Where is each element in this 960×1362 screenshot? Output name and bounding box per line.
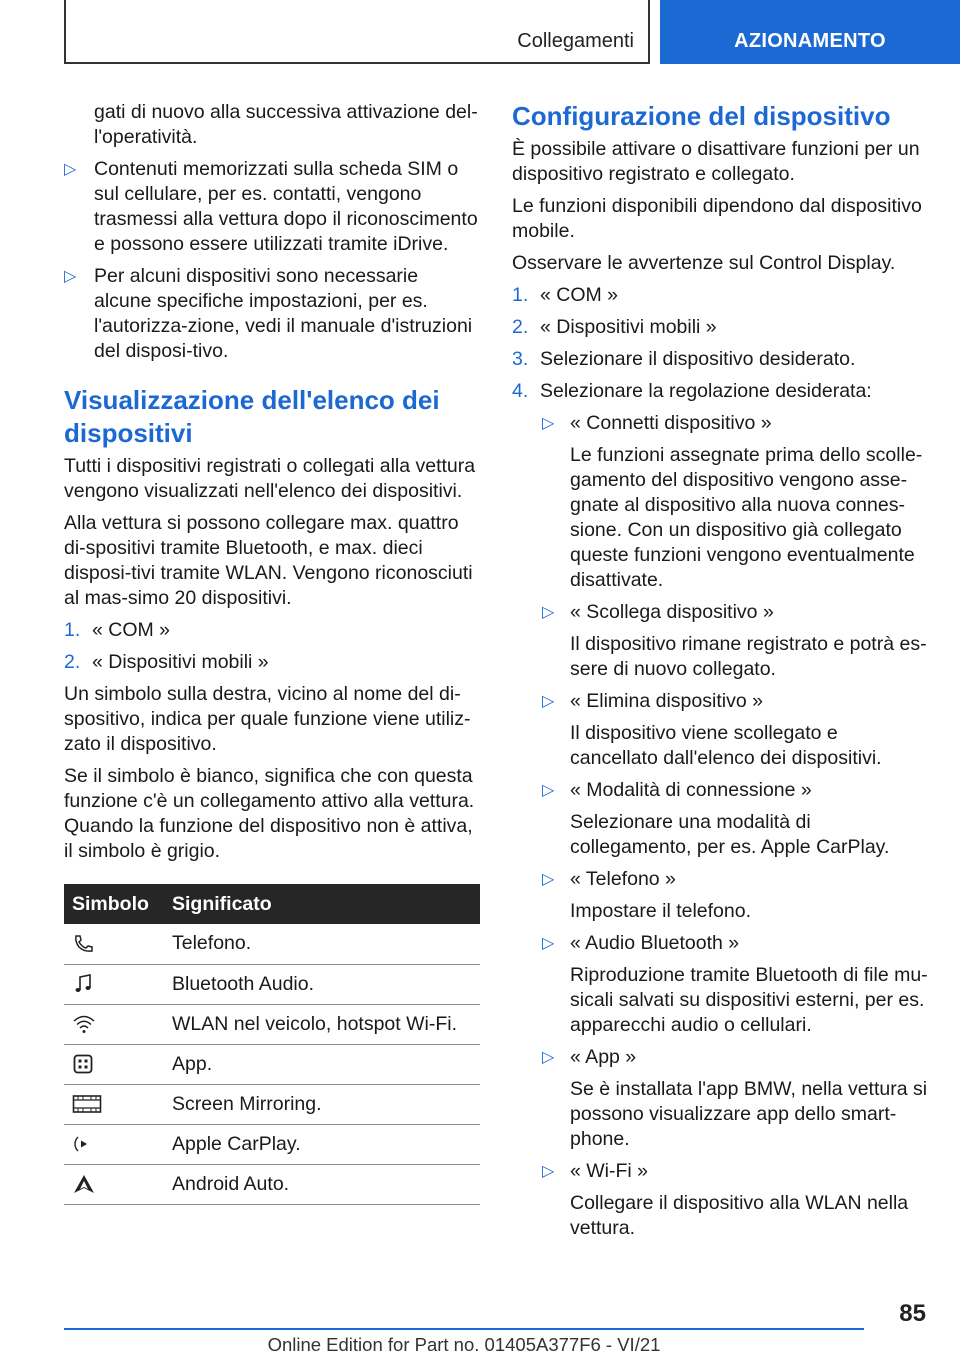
table-row	[64, 1124, 480, 1164]
option-description: Il dispositivo viene scollegato e cancellato dall'elenco dei dispositivi.	[570, 722, 882, 769]
step-text: « COM »	[540, 284, 619, 306]
step-number: 4.	[512, 380, 529, 402]
option-label: « Scollega dispositivo »	[570, 601, 774, 623]
option-description: Il dispositivo rimane registrato e potrà es-sere di nuovo collegato.	[570, 633, 927, 680]
table-cell-meaning: App.	[164, 1044, 480, 1084]
step-number: 3.	[512, 348, 529, 370]
triangle-bullet-icon: ▷	[542, 782, 555, 799]
table-cell-meaning: WLAN nel veicolo, hotspot Wi-Fi.	[164, 1004, 480, 1044]
table-row	[64, 964, 480, 1004]
option-item	[512, 411, 930, 436]
footer-divider	[64, 1328, 864, 1330]
option-label: « App »	[570, 1046, 637, 1068]
option-item	[512, 1045, 930, 1070]
triangle-bullet-icon: ▷	[542, 693, 555, 710]
table-row	[64, 1084, 480, 1124]
paragraph: Un simbolo sulla destra, vicino al nome del di-spositivo, indica per quale funzione viene utiliz-zato il dispositivo.	[64, 683, 471, 755]
header-section-title: Collegamenti	[517, 30, 634, 52]
triangle-bullet-icon: ▷	[542, 935, 555, 952]
bullet-item	[64, 157, 480, 257]
bullet-text: Per alcuni dispositivi sono necessarie alcune specifiche impostazioni, per es. l'autorizza-zione, vedi il manuale d'istruzioni del disposi-tivo.	[94, 265, 473, 362]
table-header-meaning: Significato	[164, 884, 480, 924]
paragraph: Tutti i dispositivi registrati o collegati alla vettura vengono visualizzati nell'elenco dei dispositivi.	[64, 455, 476, 502]
numbered-step	[64, 618, 480, 643]
triangle-bullet-icon: ▷	[542, 1163, 555, 1180]
option-item	[512, 867, 930, 892]
phone-icon	[72, 933, 94, 955]
page-number: 85	[899, 1300, 926, 1327]
option-description: Selezionare una modalità di collegamento, per es. Apple CarPlay.	[570, 811, 890, 858]
option-item	[512, 600, 930, 625]
option-description: Collegare il dispositivo alla WLAN nella vettura.	[570, 1192, 909, 1239]
option-description: Le funzioni assegnate prima dello scolle-gamento del dispositivo vengono asse-gnate al dispositivo alla nuova connes-sione. Con un dispositivo già collegato queste funzioni vengono eventualmente disattivate.	[570, 444, 923, 591]
paragraph: Alla vettura si possono collegare max. quattro di-spositivi tramite Bluetooth, e max. dieci disposi-tivi tramite WLAN. Vengono riconosciuti al mas-simo 20 dispositivi.	[64, 512, 473, 609]
bullet-text: Contenuti memorizzati sulla scheda SIM o sul cellulare, per es. contatti, vengono trasmessi alla vettura dopo il riconoscimento e possono essere utilizzati tramite iDrive.	[94, 158, 478, 255]
table-row	[64, 1164, 480, 1204]
step-number: 2.	[64, 651, 81, 673]
option-label: « Modalità di connessione »	[570, 779, 812, 801]
screen-mirroring-icon	[72, 1093, 102, 1115]
numbered-step	[512, 283, 930, 308]
right-column	[512, 100, 930, 1248]
paragraph: Se il simbolo è bianco, significa che con questa funzione c'è un collegamento attivo alla vettura. Quando la funzione del dispositivo non è attiva, il simbolo è grigio.	[64, 765, 475, 862]
header-chapter-title: AZIONAMENTO	[734, 30, 886, 52]
option-item	[512, 931, 930, 956]
step-text: « COM »	[92, 619, 171, 641]
triangle-bullet-icon: ▷	[542, 604, 555, 621]
paragraph: È possibile attivare o disattivare funzioni per un dispositivo registrato e collegato.	[512, 138, 920, 185]
step-text: Selezionare il dispositivo desiderato.	[540, 348, 856, 370]
footer-edition-link[interactable]: Online Edition for Part no. 01405A377F6 - VI/21	[267, 1334, 661, 1355]
triangle-bullet-icon: ▷	[542, 415, 555, 432]
header-chapter-tab	[660, 0, 960, 64]
bullet-item	[64, 264, 480, 364]
paragraph: Le funzioni disponibili dipendono dal dispositivo mobile.	[512, 195, 922, 242]
carplay-icon	[72, 1133, 94, 1155]
step-number: 2.	[512, 316, 529, 338]
numbered-step	[512, 315, 930, 340]
table-cell-meaning: Screen Mirroring.	[164, 1084, 480, 1124]
table-cell-meaning: Bluetooth Audio.	[164, 964, 480, 1004]
option-item	[512, 778, 930, 803]
option-label: « Elimina dispositivo »	[570, 690, 763, 712]
table-row	[64, 1044, 480, 1084]
numbered-step	[512, 347, 930, 372]
section-heading-device-config: Configurazione del dispositivo	[512, 101, 891, 131]
table-header-symbol: Simbolo	[64, 884, 164, 924]
step-text: Selezionare la regolazione desiderata:	[540, 380, 872, 402]
numbered-step	[512, 379, 930, 404]
music-note-icon	[72, 973, 94, 995]
wifi-icon	[72, 1013, 96, 1035]
triangle-bullet-icon: ▷	[542, 1049, 555, 1066]
left-column	[64, 100, 480, 1205]
option-label: « Connetti dispositivo »	[570, 412, 772, 434]
option-label: « Telefono »	[570, 868, 676, 890]
option-description: Riproduzione tramite Bluetooth di file mu-sicali salvati su dispositivi esterni, per es. apparecchi audio o cellulari.	[570, 964, 928, 1036]
table-row	[64, 924, 480, 964]
option-item	[512, 1159, 930, 1184]
table-cell-meaning: Android Auto.	[164, 1164, 480, 1204]
symbol-table	[64, 884, 480, 1205]
option-label: « Wi-Fi »	[570, 1160, 648, 1182]
option-item	[512, 689, 930, 714]
paragraph: Osservare le avvertenze sul Control Display.	[512, 252, 896, 274]
step-text: « Dispositivi mobili »	[540, 316, 717, 338]
step-number: 1.	[64, 619, 81, 641]
table-header-row	[64, 884, 480, 924]
numbered-step	[64, 650, 480, 675]
table-cell-meaning: Telefono.	[164, 924, 480, 964]
table-cell-meaning: Apple CarPlay.	[164, 1124, 480, 1164]
section-heading-device-list: Visualizzazione dell'elenco dei dispositivi	[64, 385, 440, 448]
triangle-bullet-icon: ▷	[64, 268, 77, 285]
header-section-tab	[64, 0, 650, 64]
option-label: « Audio Bluetooth »	[570, 932, 740, 954]
option-description: Se è installata l'app BMW, nella vettura si possono visualizzare app dello smart-phone.	[570, 1078, 928, 1150]
step-number: 1.	[512, 284, 529, 306]
continued-text: gati di nuovo alla successiva attivazione del- l'operatività.	[94, 101, 478, 148]
triangle-bullet-icon: ▷	[64, 161, 77, 178]
app-icon	[72, 1053, 94, 1075]
android-auto-icon	[72, 1173, 96, 1195]
step-text: « Dispositivi mobili »	[92, 651, 269, 673]
option-description: Impostare il telefono.	[570, 900, 752, 922]
triangle-bullet-icon: ▷	[542, 871, 555, 888]
table-row	[64, 1004, 480, 1044]
